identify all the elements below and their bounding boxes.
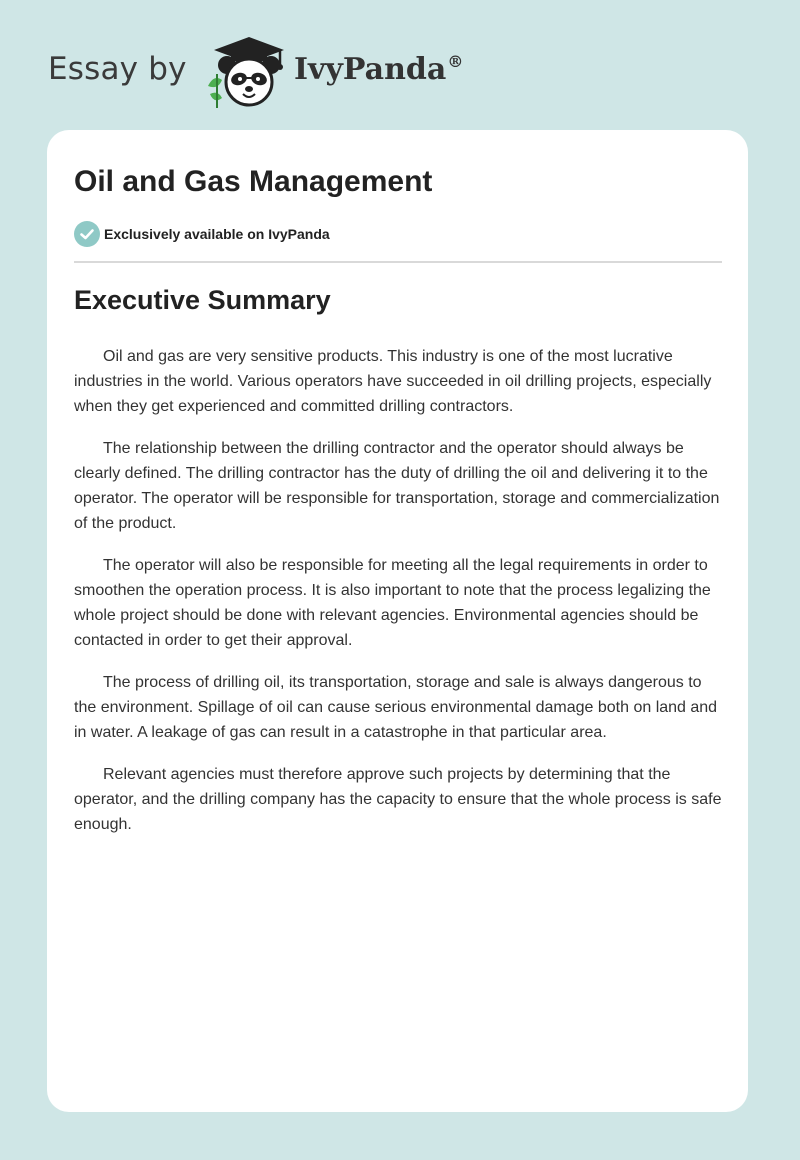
registered-mark: ® [447,52,464,71]
panda-graduation-cap-icon [204,34,294,110]
brand-header[interactable] [48,34,468,110]
essay-body [74,344,724,854]
paragraph: The operator will also be responsible for meeting all the legal requirements in order to smoothen the operation process. It is also important to note that the process legalizing the whole project should be done with relevant agencies. Environmental agencies should be contacted in order to get their approval. [74,557,711,649]
paragraph: The process of drilling oil, its transportation, storage and sale is always dangerous to the environment. Spillage of oil can cause serious environmental damage both on land and in water. A leakage of gas can result in a catastrophe in that particular area. [74,674,718,741]
section-heading: Executive Summary [74,285,331,315]
availability-badge [74,221,330,247]
page-title: Oil and Gas Management [74,165,433,198]
brand-prefix: Essay by [48,51,187,87]
essay-card [47,130,748,1112]
brand-name-text: IvyPanda [294,52,447,87]
paragraph: Oil and gas are very sensitive products. This industry is one of the most lucrative industries in the world. Various operators have succeeded in oil drilling projects, especially when they get experienced and committed drilling contractors. [74,348,712,415]
availability-label: Exclusively available on IvyPanda [104,226,330,242]
paragraph: Relevant agencies must therefore approve such projects by determining that the operator, and the drilling company has the capacity to ensure that the whole process is safe enough. [74,766,722,833]
brand-name [294,52,463,87]
paragraph: The relationship between the drilling contractor and the operator should always be clearly defined. The drilling contractor has the duty of drilling the oil and delivering it to the operator. The operator will be responsible for transportation, storage and commercialization of the product. [74,440,720,532]
check-circle-icon [74,221,100,247]
title-divider [74,261,722,263]
